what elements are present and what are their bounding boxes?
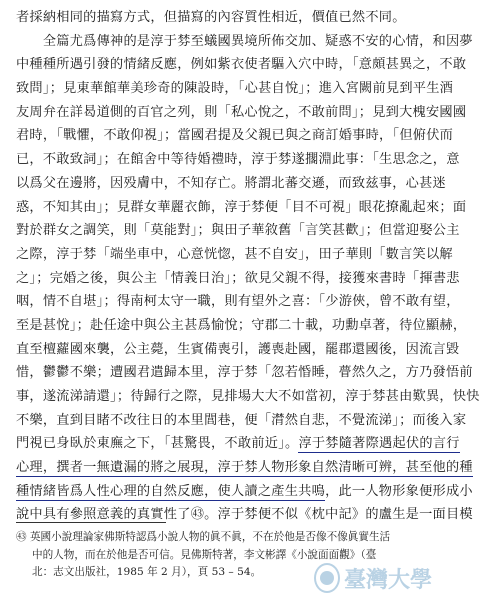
text-line: 惜，鬱鬱不樂；遭國君遣歸本里，淳于棼「忽若惛睡，瞢然久之，方乃發悟前 bbox=[16, 365, 473, 381]
text-line: 之」；完婚之後，與公主「情義日治」；欲見父親不得，接獲來書時「揮書悲 bbox=[16, 270, 460, 286]
text-line: 事，遂流涕請還」；待歸行之際，見排場大大不如當初，淳于棼甚由歎異，快快 bbox=[16, 389, 480, 404]
text-line: 對於群女之調笑，則「莫能對」；與田子華敘舊「言笑甚歡」；但當迎娶公主 bbox=[16, 223, 460, 239]
text-line: 全篇尤爲傳神的是淳于棼至蟻國異境所佈交加、疑惑不安的心情，和因夢 bbox=[16, 33, 473, 49]
university-seal-icon bbox=[314, 563, 340, 593]
footnote-text: 英國小說理論家佛斯特認爲小說人物的眞不眞，不在於他是否像不像眞實生活 bbox=[29, 531, 391, 543]
text-segment: 門視已身臥於東廡之下，「甚驚畏，不敢前近」。 bbox=[16, 436, 299, 452]
text-line: 咽，情不自堪」；得南柯太守一職，則有望外之喜：「少游俠，曾不敢有望， bbox=[16, 294, 460, 310]
footnote-marker: ㊸ bbox=[16, 531, 27, 543]
footnote-line: 中的人物，而在於他是否可信。見佛斯特著，李文彬譯《小說面面觀》（臺 bbox=[32, 548, 377, 561]
footnote-line: 北：志文出版社，1985 年 2 月），頁 53 – 54。 bbox=[32, 566, 262, 578]
text-line: 之際，淳于棼「端坐車中，心意恍惚，甚不自安」，田子華則「數言笑以解 bbox=[16, 246, 453, 262]
watermark-text: 臺灣大學 bbox=[343, 567, 432, 593]
text-line: 者採納相同的描寫方式，但描寫的內容質性相近，價值已然不同。 bbox=[16, 10, 406, 25]
text-line: 惑，不知其由」；見群女華麗衣飾，淳于棼便「目不可視」眼花撩亂起來；面 bbox=[16, 199, 467, 215]
underlined-text: 淳于棼隨著際遇起伏的言行 bbox=[298, 436, 460, 452]
text-line-underlined bbox=[16, 456, 473, 480]
text-line: 直至檀蘿國來襲，公主薨，生賓備喪引，護喪赴國，罷郡還國後，因流言毀 bbox=[16, 341, 460, 357]
text-segment: 說中具有參照意義的真實性了 bbox=[16, 507, 191, 523]
text-line: 不樂，直到目睹不改往日的本里閭巷，便「潸然自悲，不覺流涕」；而後入家 bbox=[16, 412, 467, 428]
text-line-with-underline bbox=[16, 432, 460, 456]
text-line-with-underline bbox=[16, 480, 473, 504]
text-line: 君時，「戰懼，不敢仰視」；當國君提及父親已與之商訂婚事時，「但俯伏而 bbox=[16, 128, 454, 144]
text-segment: ，此一人物形象便形成小 bbox=[325, 483, 473, 499]
underlined-text: 心理，撰者一無遺漏的將之展現，淳于棼人物形象自然清晰可辨，甚至他的種 bbox=[16, 460, 473, 476]
main-text bbox=[16, 6, 480, 527]
footnote-line bbox=[16, 529, 424, 547]
text-line: 至是甚悅」；赴任途中與公主甚爲愉悅；守郡二十載，功勳卓著，待位顯赫， bbox=[16, 317, 467, 333]
text-line: 友周弁在詳曷道側的百官之列，則「私心悅之，不敢前問」；見到大槐安國國 bbox=[16, 104, 467, 120]
text-line bbox=[16, 503, 473, 527]
underlined-text: 種情緒皆爲人性心理的自然反應，使人讀之產生共鳴 bbox=[16, 483, 326, 499]
footnote-reference[interactable]: ㊸ bbox=[190, 507, 205, 523]
text-line: 以爲父在邊將，因殁膚中，不知存亡。將謂北蕃交遜，而致兹事，心甚迷 bbox=[16, 175, 446, 191]
text-line: 中種種所遇引發的情緒反應，例如紫衣使者驅入穴中時，「意頗甚異之，不敢 bbox=[16, 57, 467, 73]
watermark bbox=[314, 558, 432, 598]
text-line: 已，不敢致詞」；在館舍中等待婚禮時，淳于棼遂擱淵此事：「生思念之，意 bbox=[16, 152, 460, 168]
text-segment: 。淳于棼便不似《枕中記》的盧生是一面目模 bbox=[204, 507, 473, 523]
footnote-divider bbox=[16, 522, 166, 523]
text-line: 致問」；見東華館華美珍奇的陳設時，「心甚自悅」；進入宮闕前見到平生酒 bbox=[16, 81, 454, 97]
